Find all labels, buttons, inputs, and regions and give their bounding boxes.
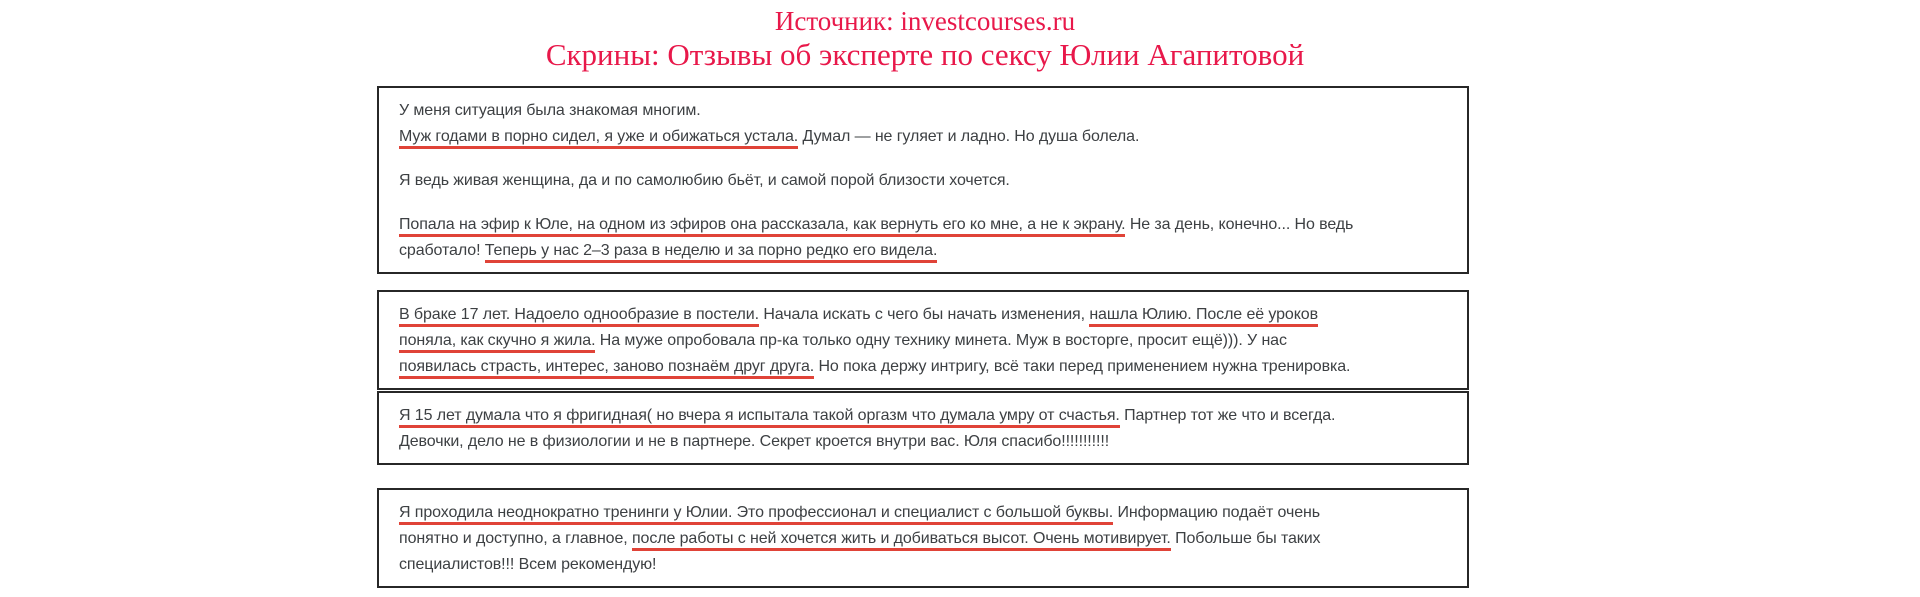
plain-text: сработало!: [399, 242, 485, 259]
review-line: [399, 98, 1447, 124]
plain-text: специалистов!!! Всем рекомендую!: [399, 556, 657, 573]
review-box: [377, 290, 1469, 390]
underlined-text: Теперь у нас 2–3 раза в неделю и за порно редко его видела.: [485, 242, 938, 263]
plain-text: Партнер тот же что и всегда.: [1119, 407, 1336, 424]
review-line: [399, 403, 1447, 429]
underlined-text: нашла Юлию. После её уроков: [1089, 306, 1318, 327]
plain-text: понятно и доступно, а главное,: [399, 530, 632, 547]
review-line: [399, 212, 1447, 238]
review-box: [377, 391, 1469, 465]
plain-text: У меня ситуация была знакомая многим.: [399, 102, 701, 119]
plain-text: Девочки, дело не в физиологии и не в партнере. Секрет кроется внутри вас. Юля спасибо!!!!!!!!!!!: [399, 433, 1110, 450]
review-line: [399, 238, 1447, 264]
underlined-text: появилась страсть, интерес, заново познаём друг друга.: [399, 358, 814, 379]
review-line: [399, 526, 1447, 552]
review-line: [399, 552, 1447, 578]
review-box: [377, 488, 1469, 588]
screens-heading: Скрины: Отзывы об эксперте по сексу Юлии Агапитовой: [545, 37, 1305, 72]
underlined-text: В браке 17 лет. Надоело однообразие в постели.: [399, 306, 759, 327]
review-line: [399, 302, 1447, 328]
underlined-text: Я проходила неоднократно тренинги у Юлии. Это профессионал и специалист с большой буквы.: [399, 504, 1113, 525]
plain-text: Думал — не гуляет и ладно. Но душа болела.: [798, 128, 1140, 145]
review-blank-line: [399, 194, 1447, 212]
plain-text: Начала искать с чего бы начать изменения,: [758, 306, 1090, 323]
underlined-text: Муж годами в порно сидел, я уже и обижаться устала.: [399, 128, 798, 149]
review-box: [377, 86, 1469, 274]
source-heading: Источник: investcourses.ru: [774, 6, 1076, 36]
plain-text: Я ведь живая женщина, да и по самолюбию бьёт, и самой порой близости хочется.: [399, 172, 1010, 189]
plain-text: Побольше бы таких: [1170, 530, 1321, 547]
review-line: [399, 328, 1447, 354]
review-line: [399, 124, 1447, 150]
underlined-text: после работы с ней хочется жить и добиваться высот. Очень мотивирует.: [632, 530, 1171, 551]
review-line: [399, 429, 1447, 455]
review-line: [399, 500, 1447, 526]
review-line: [399, 168, 1447, 194]
review-blank-line: [399, 150, 1447, 168]
plain-text: На муже опробовала пр-ка только одну технику минета. Муж в восторге, просит ещё))). У нас: [595, 332, 1287, 349]
plain-text: Информацию подаёт очень: [1113, 504, 1320, 521]
plain-text: Не за день, конечно... Но ведь: [1125, 216, 1354, 233]
underlined-text: Попала на эфир к Юле, на одном из эфиров она рассказала, как вернуть его ко мне, а не к экрану.: [399, 216, 1125, 237]
underlined-text: поняла, как скучно я жила.: [399, 332, 595, 353]
plain-text: Но пока держу интригу, всё таки перед применением нужна тренировка.: [814, 358, 1351, 375]
review-line: [399, 354, 1447, 380]
underlined-text: Я 15 лет думала что я фригидная( но вчера я испытала такой оргазм что думала умру от счастья.: [399, 407, 1120, 428]
